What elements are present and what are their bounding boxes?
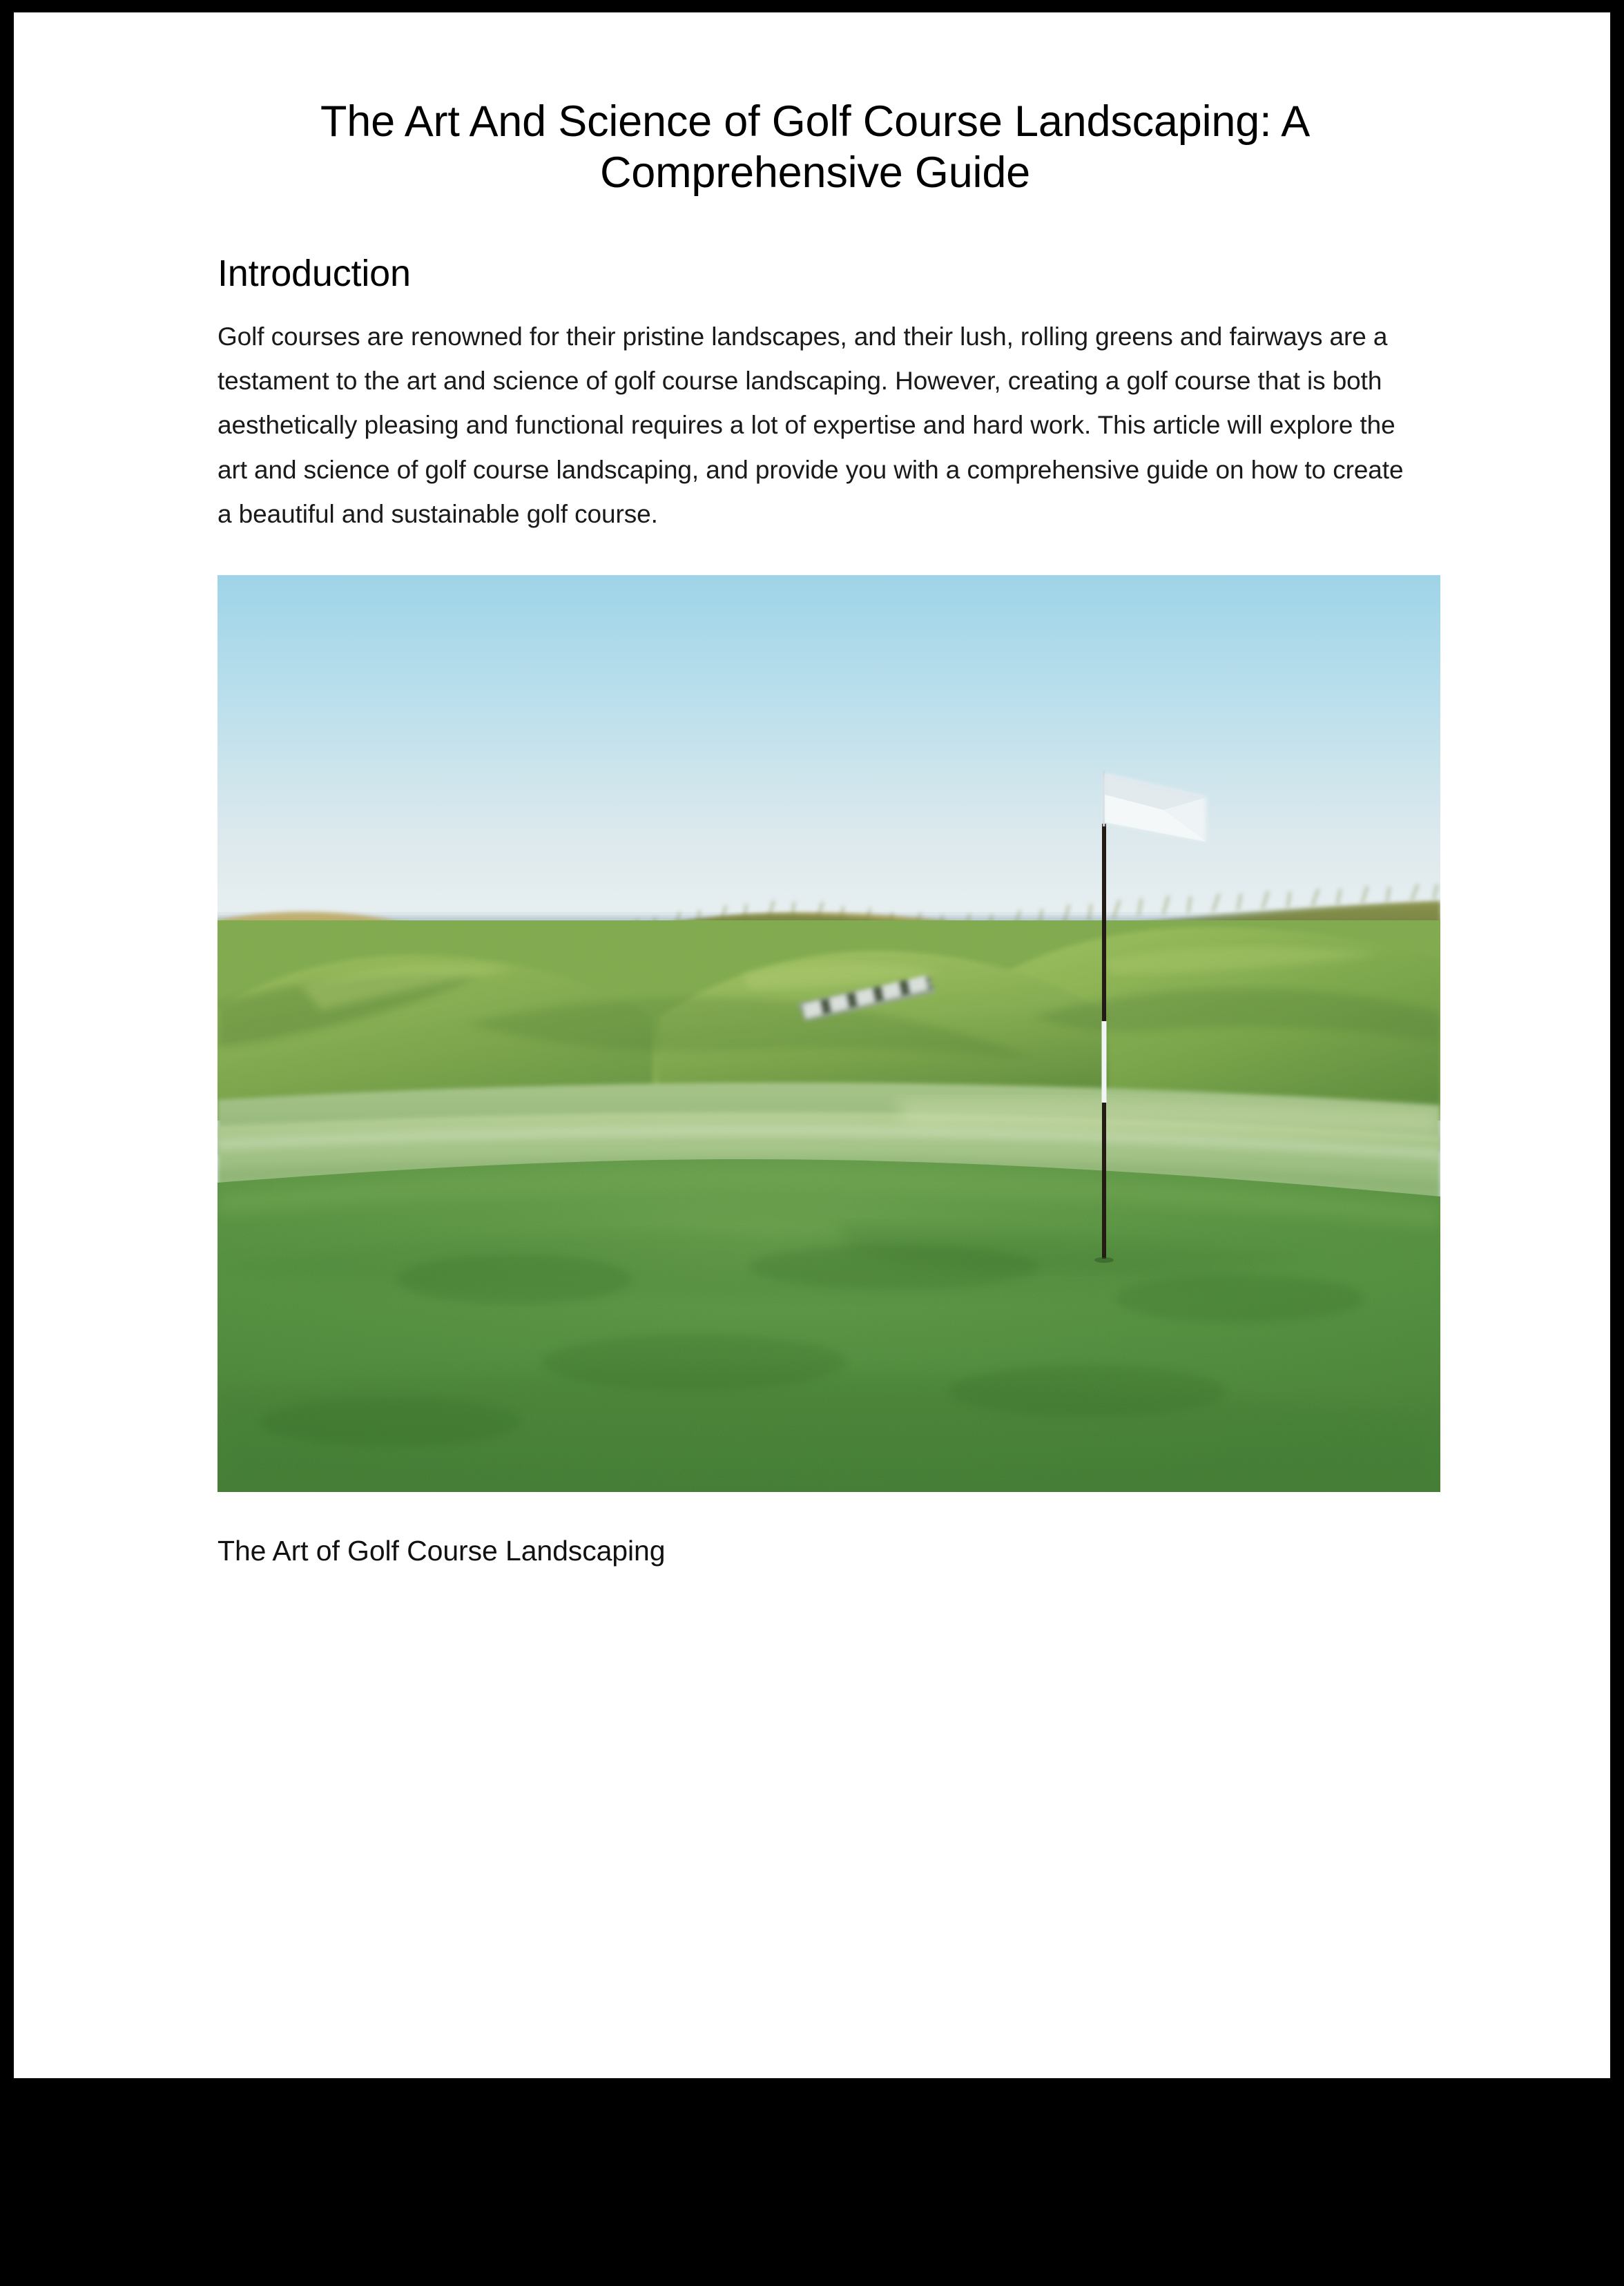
- document-content: [204, 12, 1427, 1567]
- introduction-paragraph: Golf courses are renowned for their pristine landscapes, and their lush, rolling greens and fairways are a testament to the art and science of golf course landscaping. However, creating a golf course that is both aesthetically pleasing and functional requires a lot of expertise and hard work. This article will explore the art and science of golf course landscaping, and provide you with a comprehensive guide on how to create a beautiful and sustainable golf course.: [218, 322, 1404, 528]
- section-heading-introduction: Introduction: [218, 253, 411, 295]
- document-page: [14, 12, 1610, 2078]
- figure-golf-course: [204, 536, 1427, 1567]
- figure-caption: The Art of Golf Course Landscaping: [218, 1535, 666, 1567]
- page-title: The Art And Science of Golf Course Landscaping: A Comprehensive Guide: [320, 97, 1311, 197]
- golf-course-image: [218, 575, 1440, 1492]
